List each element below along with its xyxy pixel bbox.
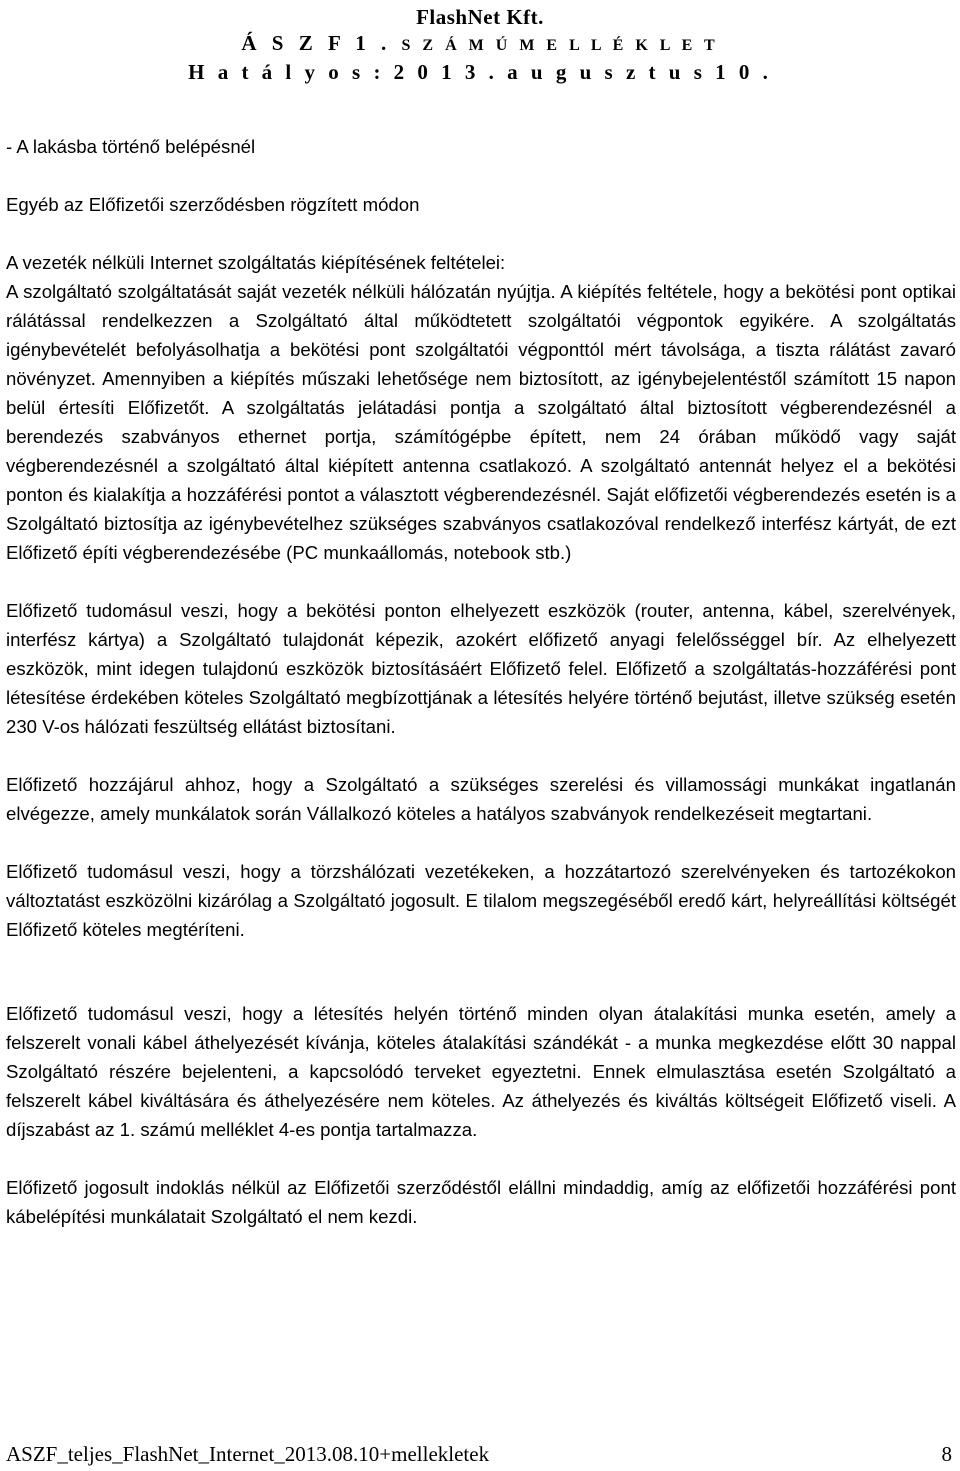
bullet-entry-apartment: - A lakásba történő belépésnél <box>6 136 256 157</box>
appendix-title-sub: S Z Á M Ú M E L L É K L E T <box>401 37 719 54</box>
wireless-conditions-heading: A vezeték nélküli Internet szolgáltatás kiépítésének feltételei: <box>6 252 506 273</box>
appendix-title-main: Á S Z F 1 . <box>241 31 392 55</box>
effective-date: H a t á l y o s : 2 0 1 3 . a u g u s z t u s 1 0 . <box>188 60 772 84</box>
paragraph-withdrawal-right: Előfizető jogosult indoklás nélkül az Előfizetői szerződéstől elállni mindaddig, amíg az előfizetői hozzáférési pont kábelépítési munkálatait Szolgáltató el nem kezdi. <box>6 1177 956 1227</box>
paragraph-wireless-service: A szolgáltató szolgáltatását saját vezeték nélküli hálózatán nyújtja. A kiépítés feltétele, hogy a bekötési pont optikai rálátással rendelkezzen a Szolgáltató által működtetett szolgáltatói végpontok egyikére. A szolgáltatás igénybevételét befolyásolhatja a bekötési pont szolgáltatói végponttól mért távolsága, a tiszta rálátást zavaró növényzet. Amennyiben a kiépítés műszaki lehetősége nem biztosított, az igénybejelentéstől számított 15 napon belül értesíti Előfizetőt. A szolgáltatás jelátadási pontja a szolgáltató által biztosított végberendezésnél a berendezés szabványos ethernet portja, számítógépbe épített, nem 24 órában működő vagy saját végberendezésnél a szolgáltató által kiépített antenna csatlakozó. A szolgáltató antennát helyez el a bekötési ponton és kialakítja a hozzáférési pontot a választott végberendezésnél. Saját előfizetői végberendezés esetén is a Szolgáltató biztosítja az igénybevételhez szükséges szabványos csatlakozóval rendelkező interfész kártyát, de ezt Előfizető építi végberendezésébe (PC munkaállomás, notebook stb.) <box>6 281 956 563</box>
document-body <box>6 132 956 1231</box>
other-method-line: Egyéb az Előfizetői szerződésben rögzített módon <box>6 194 420 215</box>
company-name: FlashNet Kft. <box>416 5 544 29</box>
page-number: 8 <box>941 1442 952 1466</box>
page-header <box>0 4 960 85</box>
paragraph-equipment-liability: Előfizető tudomásul veszi, hogy a bekötési ponton elhelyezett eszközök (router, antenna, kábel, szerelvények, interfész kártya) a Szolgáltató tulajdonát képezik, azokért előfizető anyagi felelősséggel bír. Az elhelyezett eszközök, mint idegen tulajdonú eszközök biztosításáért Előfizető felel. Előfizető a szolgáltatás-hozzáférési pont létesítése érdekében köteles Szolgáltató megbízottjának a létesítés helyére történő bejutást, illetve szükség esetén 230 V-os hálózati feszültség ellátást biztosítani. <box>6 600 956 737</box>
appendix-title <box>0 30 960 59</box>
paragraph-cable-relocation: Előfizető tudomásul veszi, hogy a létesítés helyén történő minden olyan átalakítási munka esetén, amely a felszerelt vonali kábel áthelyezését kívánja, köteles átalakítási szándékát - a munka megkezdése előtt 30 nappal Szolgáltató részére bejelenteni, a kapcsolódó terveket egyeztetni. Ennek elmulasztása esetén Szolgáltató a felszerelt kábel kiváltására és áthelyezésére nem köteles. Az áthelyezés és kiváltás költségeit Előfizető viseli. A díjszabást az 1. számú melléklet 4-es pontja tartalmazza. <box>6 1003 956 1140</box>
paragraph-installation-consent: Előfizető hozzájárul ahhoz, hogy a Szolgáltató a szükséges szerelési és villamossági munkákat ingatlanán elvégezze, amely munkálatok során Vállalkozó köteles a hatályos szabványok rendelkezéseit megtartani. <box>6 774 956 824</box>
footer-filename: ASZF_teljes_FlashNet_Internet_2013.08.10+mellekletek <box>6 1442 490 1466</box>
paragraph-network-modification: Előfizető tudomásul veszi, hogy a törzshálózati vezetékeken, a hozzátartozó szerelvényeken és tartozékokon változtatást eszközölni kizárólag a Szolgáltató jogosult. E tilalom megszegéséből eredő kárt, helyreállítási költségét Előfizető köteles megtéríteni. <box>6 861 956 940</box>
page-footer <box>6 1442 952 1468</box>
